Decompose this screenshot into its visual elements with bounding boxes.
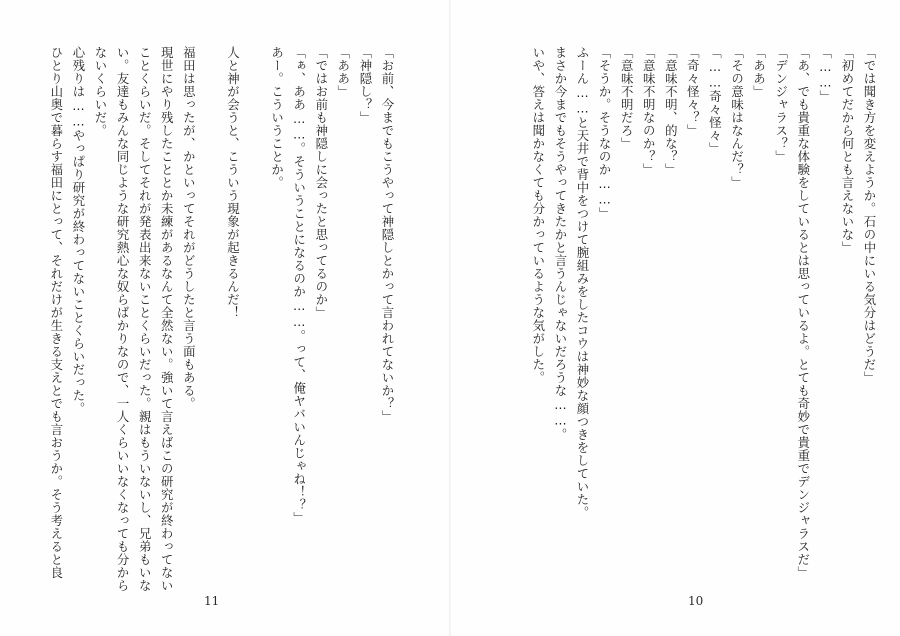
text-line: 心残りは……やっぱり研究が終わってないことくらいだった。 — [70, 46, 86, 416]
text-line: 「神隠し？」 — [357, 46, 373, 124]
text-line: 「そうか。そうなのか……」 — [597, 46, 613, 221]
text-line: 「デンジャラス？」 — [773, 46, 789, 163]
text-line: まさか今までもそうやってきたかと言うんじゃないだろうな……。 — [552, 46, 568, 442]
text-line: 福田は思ったが、かといってそれがどうしたと言う面もある。 — [181, 46, 197, 410]
text-line: 「では聞き方を変えようか。石の中にいる気分はどうだ」 — [862, 46, 877, 384]
text-line: ひとり山奥で暮らす福田にとって、それだけが生きる支えとでも言おうか。そう考えると良 — [48, 46, 64, 579]
blank-line — [243, 46, 265, 586]
vertical-text-block — [45, 46, 398, 592]
text-line: い。友達もみんな同じような研究熱心な奴らばかりなので、一人くらいいなくなっても分から — [115, 46, 131, 592]
text-line: 「その意味はなんだ？」 — [729, 46, 745, 189]
text-line: 「初めてだから何とも言えないな」 — [839, 46, 855, 254]
page-number: 10 — [688, 594, 704, 608]
text-line: 「お前、今までもこうやって神隠しとかって言われてないか？」 — [380, 46, 395, 423]
text-line: 「ああ」 — [751, 46, 767, 98]
text-line: いや、答えは聞かなくても分かっているような気がした。 — [530, 46, 546, 384]
text-line: ことくらいだ。そしてそれが発表出来ないことくらいだった。親はもういないし、兄弟もいな — [137, 46, 153, 592]
text-line: 「……奇々怪々」 — [707, 46, 723, 156]
text-line: ふーん……と天井で背中をつけて腕組みをしたコウは神妙な顔つきをしていた。 — [574, 46, 590, 520]
text-line: 「ではお前も神隠しに会ったと思ってるのか」 — [313, 46, 329, 319]
text-line: 「意味不明、的な？」 — [663, 46, 679, 176]
vertical-text-block — [527, 46, 880, 586]
text-line: 「ぁ、ああ……。そういうことになるのか……。って、俺ヤバいんじゃね！？」 — [291, 46, 307, 525]
text-line: 「意味不明なのか？」 — [641, 46, 657, 176]
blank-line — [199, 46, 221, 586]
page-right — [450, 0, 900, 636]
page-number: 11 — [204, 594, 220, 608]
text-line: 「意味不明だろ」 — [619, 46, 635, 150]
text-line: あー。こういうことか。 — [269, 46, 285, 189]
text-line: 「ああ」 — [335, 46, 351, 98]
text-line: 人と神が会うと、こういう現象が起きるんだ！ — [225, 46, 241, 319]
text-line: ないくらいだ。 — [92, 46, 108, 137]
text-line: 「……」 — [817, 46, 833, 104]
text-line: 「奇々怪々？」 — [685, 46, 701, 137]
text-line: 「あ、でも貴重な体験をしているとは思っているよ。とても奇妙で貴重でデンジャラスだ」 — [795, 46, 811, 579]
text-line: 現世にやり残したこととか未練があるなんて全然ない。強いて言えばこの研究が終わってない — [159, 46, 175, 592]
